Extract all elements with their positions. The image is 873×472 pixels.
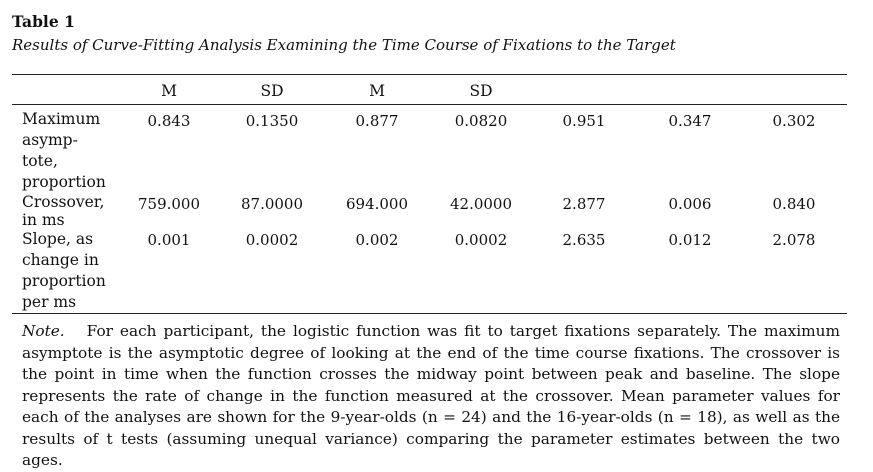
column-header-m-16yo: M <box>369 82 385 100</box>
column-header-sd-16yo: SD <box>469 82 493 100</box>
note-label: Note. <box>22 322 65 340</box>
row-label-slope <box>22 229 112 313</box>
cell-max-d: 0.302 <box>772 112 816 130</box>
cell-slope-sd-9yo: 0.0002 <box>245 231 299 249</box>
cell-slope-m-16yo: 0.002 <box>355 231 399 249</box>
row-label-line: change in <box>22 251 99 269</box>
row-label-line: Maximum <box>22 110 101 128</box>
column-header-sd-9yo: SD <box>260 82 284 100</box>
row-label-line: Slope, as <box>22 230 94 248</box>
cell-cross-sd-16yo: 42.0000 <box>449 195 513 213</box>
table-bottom-rule <box>12 313 847 314</box>
cell-cross-m-16yo: 694.000 <box>345 195 409 213</box>
cell-cross-m-9yo: 759.000 <box>137 195 201 213</box>
cell-max-sd-9yo: 0.1350 <box>245 112 299 130</box>
note-text: For each participant, the logistic function was fit to target fixations separately. The maximum asymptote is the asymptotic degree of looking at the end of the time course fixations. The crossover is the point in time when the function crosses the midway point between peak and baseline. The slope represents the rate of change in the function measured at the crossover. Mean parameter values for each of the analyses are shown for the 9-year-olds (n = 24) and the 16-year-olds (n = 18), as well as the results of t tests (assuming unequal variance) comparing the parameter estimates between the two ages. <box>22 322 840 469</box>
row-label-line: per ms <box>22 293 77 311</box>
cell-max-p: 0.347 <box>668 112 712 130</box>
row-label-line: in ms <box>22 211 65 229</box>
cell-max-m-9yo: 0.843 <box>147 112 191 130</box>
table-note <box>22 321 840 472</box>
cell-max-t: 0.951 <box>562 112 606 130</box>
cell-cross-p: 0.006 <box>668 195 712 213</box>
row-label-line: Crossover, <box>22 193 105 211</box>
cell-slope-p: 0.012 <box>668 231 712 249</box>
table-header-rule <box>12 104 847 105</box>
column-header-m-9yo: M <box>161 82 177 100</box>
row-label-maximum-asymptote <box>22 109 112 193</box>
table-label: Table 1 <box>12 12 75 31</box>
table-caption: Results of Curve-Fitting Analysis Examining the Time Course of Fixations to the Target <box>12 36 676 54</box>
cell-slope-sd-16yo: 0.0002 <box>454 231 508 249</box>
row-label-line: asymp- <box>22 131 78 149</box>
row-label-crossover <box>22 193 112 229</box>
row-label-line: proportion <box>22 173 106 191</box>
cell-slope-m-9yo: 0.001 <box>147 231 191 249</box>
cell-slope-d: 2.078 <box>772 231 816 249</box>
cell-max-m-16yo: 0.877 <box>355 112 399 130</box>
row-label-line: tote, <box>22 152 58 170</box>
cell-cross-sd-9yo: 87.0000 <box>240 195 304 213</box>
row-label-line: proportion <box>22 272 106 290</box>
cell-slope-t: 2.635 <box>562 231 606 249</box>
cell-cross-t: 2.877 <box>562 195 606 213</box>
cell-cross-d: 0.840 <box>772 195 816 213</box>
table-top-rule <box>12 74 847 75</box>
cell-max-sd-16yo: 0.0820 <box>454 112 508 130</box>
